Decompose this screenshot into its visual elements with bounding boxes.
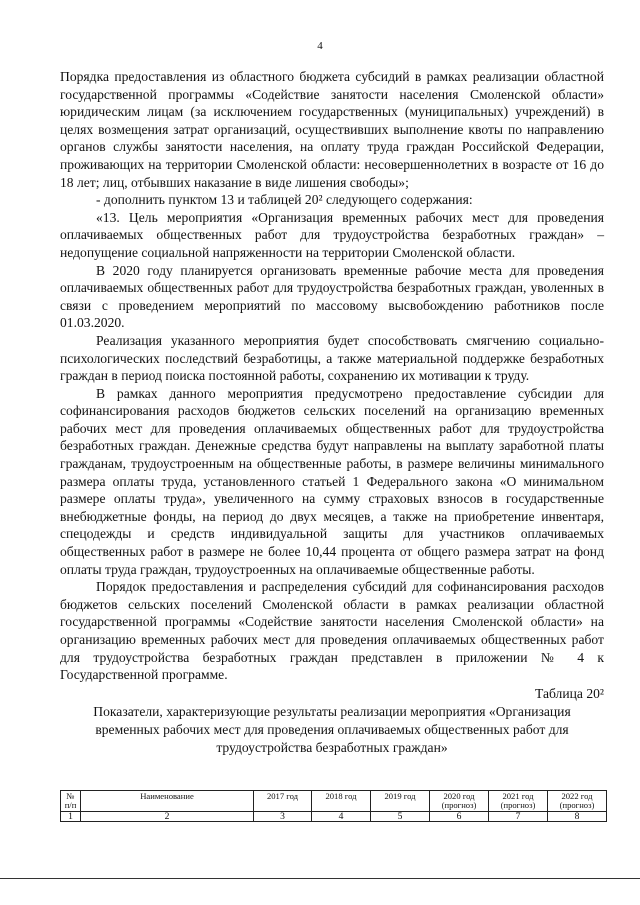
col-header-2021: 2021 год (прогноз) [489, 791, 548, 812]
page-bottom-rule [0, 878, 640, 879]
col-header-2020: 2020 год (прогноз) [430, 791, 489, 812]
paragraph-0: Порядка предоставления из областного бюджета субсидий в рамках реализации областной государственной программы «Содействие занятости населения Смоленской области» юридическим лицам (за исключением государственных (муниципальных) учреждений) в целях возмещения затрат организаций, осуществивших выполнение квоты по направлению органов службы занятости населения, на оплату труда граждан Российской Федерации, проживающих на территории Смоленской области: несовершеннолетних в возрасте от 16 до 18 лет; лиц, отбывших наказание в виде лишения свободы»; [60, 69, 604, 190]
col-header-2022: 2022 год (прогноз) [548, 791, 607, 812]
table-number-row [61, 812, 607, 822]
col-header-number: № п/п [61, 791, 81, 812]
paragraph-6: Порядок предоставления и распределения субсидий для софинансирования расходов бюджетов сельских поселений Смоленской области в рамках реализации областной государственной программы «Содействие занятости населения Смоленской области» на организацию временных рабочих мест для проведения оплачиваемых общественных работ для трудоустройства безработных граждан представлен в приложении № 4 к Государственной программе. [60, 579, 604, 683]
document-body [60, 68, 604, 756]
paragraph-5: В рамках данного мероприятия предусмотрено предоставление субсидии для софинансирования расходов бюджетов сельских поселений на организацию временных рабочих мест для проведения оплачиваемых общественных работ для трудоустройства безработных граждан. Денежные средства будут направлены на выплату заработной платы гражданам, трудоустроенным на общественные работы, в размере величины минимального размера оплаты труда, установленного статьей 1 Федерального закона «О минимальном размере оплаты труда», увеличенного на сумму страховых взносов в государственные внебюджетные фонды, на период до двух месяцев, а также на приобретение инвентаря, спецодежды и средств индивидуальной защиты для участников оплачиваемых общественных работ в размере не более 10,44 процента от общего размера затрат на фонд оплаты труда граждан, трудоустроенных на оплачиваемые общественные работы. [60, 385, 604, 577]
col-header-name: Наименование [81, 791, 254, 812]
paragraph-2: «13. Цель мероприятия «Организация временных рабочих мест для проведения оплачиваемых общественных работ для трудоустройства безработных граждан» – недопущение социальной напряженности на территории Смоленской области. [60, 209, 604, 260]
table-header-row [61, 791, 607, 812]
table-title: Показатели, характеризующие результаты реализации мероприятия «Организация временных рабочих мест для проведения оплачиваемых общественных работ для трудоустройства безработных граждан» [93, 704, 571, 755]
table-cell: 4 [312, 812, 371, 822]
table-cell: 6 [430, 812, 489, 822]
table-cell: 3 [254, 812, 312, 822]
table-cell: 5 [371, 812, 430, 822]
table-cell: 1 [61, 812, 81, 822]
table-cell: 8 [548, 812, 607, 822]
page-number: 4 [317, 40, 323, 52]
table-cell: 7 [489, 812, 548, 822]
table-label: Таблица 20² [534, 685, 604, 701]
col-header-2019: 2019 год [371, 791, 430, 812]
col-header-2018: 2018 год [312, 791, 371, 812]
indicators-table [60, 790, 607, 822]
paragraph-4: Реализация указанного мероприятия будет способствовать смягчению социально-психологических последствий безработицы, а также материальной поддержке безработных граждан в период поиска постоянной работы, сохранению их мотивации к труду. [60, 332, 604, 384]
col-header-2017: 2017 год [254, 791, 312, 812]
table-cell: 2 [81, 812, 254, 822]
paragraph-1: - дополнить пунктом 13 и таблицей 20² следующего содержания: [96, 192, 473, 208]
paragraph-3: В 2020 году планируется организовать временные рабочие места для проведения оплачиваемых общественных работ для трудоустройства безработных граждан, уволенных в связи с проведением мероприятий по массовому высвобождению работников после 01.03.2020. [60, 262, 604, 331]
